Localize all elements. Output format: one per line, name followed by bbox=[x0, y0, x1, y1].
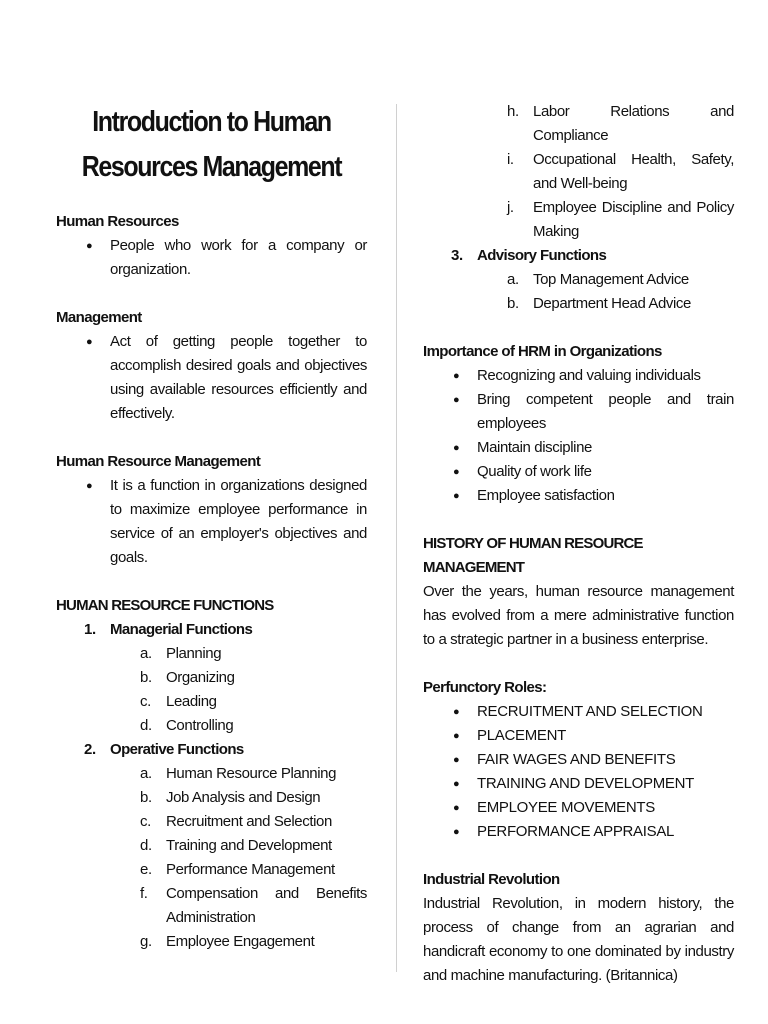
function-number: 1. bbox=[84, 621, 96, 638]
management-definition: ● Act of getting people together to accomplish desired goals and objectives using available resources efficiently and effectively. bbox=[86, 330, 367, 426]
advisory-items bbox=[423, 268, 734, 316]
functions-list-2 bbox=[56, 738, 367, 762]
importance-heading: Importance of HRM in Organizations bbox=[423, 343, 662, 360]
history-heading: HISTORY OF HUMAN RESOURCE MANAGEMENT bbox=[423, 535, 643, 576]
function-label: Managerial Functions bbox=[110, 621, 253, 638]
list-item: ● Employee satisfaction bbox=[453, 484, 734, 508]
list-item-text: Top Management Advice bbox=[533, 271, 689, 288]
document-title bbox=[78, 100, 345, 190]
list-item bbox=[507, 268, 734, 292]
list-item-text: Labor Relations and Compliance bbox=[533, 103, 734, 144]
list-item bbox=[140, 882, 367, 930]
list-item: ● RECRUITMENT AND SELECTION bbox=[453, 700, 734, 724]
industrial-heading: Industrial Revolution bbox=[423, 871, 560, 888]
hr-definition: ● People who work for a company or organization. bbox=[86, 234, 367, 282]
list-item-letter: h. bbox=[507, 103, 519, 120]
list-item: ● FAIR WAGES AND BENEFITS bbox=[453, 748, 734, 772]
hr-definition-list bbox=[56, 234, 367, 282]
list-item-letter: g. bbox=[140, 933, 152, 950]
list-item bbox=[507, 100, 734, 148]
list-item bbox=[140, 666, 367, 690]
list-item bbox=[140, 834, 367, 858]
function-number: 3. bbox=[451, 247, 463, 264]
list-item-letter: b. bbox=[140, 669, 152, 686]
function-number: 2. bbox=[84, 741, 96, 758]
list-item-text: Department Head Advice bbox=[533, 295, 691, 312]
list-item-text: Performance Management bbox=[166, 861, 335, 878]
list-item-letter: d. bbox=[140, 837, 152, 854]
list-item-letter: i. bbox=[507, 151, 514, 168]
list-item: ● EMPLOYEE MOVEMENTS bbox=[453, 796, 734, 820]
list-item bbox=[507, 292, 734, 316]
hr-heading: Human Resources bbox=[56, 213, 179, 230]
list-item: ● PERFORMANCE APPRAISAL bbox=[453, 820, 734, 844]
list-item bbox=[140, 930, 367, 954]
operative-items bbox=[56, 762, 367, 954]
list-item-letter: f. bbox=[140, 885, 148, 902]
management-heading: Management bbox=[56, 309, 142, 326]
list-item-text: Training and Development bbox=[166, 837, 332, 854]
history-text: Over the years, human resource management has evolved from a mere administrative function to a strategic partner in a business enterprise. bbox=[423, 583, 734, 648]
left-column bbox=[56, 100, 367, 954]
list-item-letter: a. bbox=[507, 271, 519, 288]
list-item-text: Employee Discipline and Policy Making bbox=[533, 199, 734, 240]
list-item-letter: d. bbox=[140, 717, 152, 734]
list-item bbox=[507, 148, 734, 196]
list-item-text: Planning bbox=[166, 645, 222, 662]
list-item bbox=[507, 196, 734, 244]
list-item-letter: e. bbox=[140, 861, 152, 878]
list-item bbox=[140, 690, 367, 714]
list-item: ● TRAINING AND DEVELOPMENT bbox=[453, 772, 734, 796]
list-item-letter: c. bbox=[140, 693, 151, 710]
managerial-functions bbox=[84, 618, 367, 642]
list-item bbox=[140, 858, 367, 882]
functions-heading: HUMAN RESOURCE FUNCTIONS bbox=[56, 597, 274, 614]
list-item-text: Occupational Health, Safety, and Well-being bbox=[533, 151, 734, 192]
list-item-letter: b. bbox=[140, 789, 152, 806]
list-item-text: Employee Engagement bbox=[166, 933, 315, 950]
list-item-text: Compensation and Benefits Administration bbox=[166, 885, 367, 926]
list-item-text: Organizing bbox=[166, 669, 235, 686]
column-divider bbox=[396, 104, 397, 972]
list-item-letter: c. bbox=[140, 813, 151, 830]
functions-list bbox=[56, 618, 367, 642]
managerial-items bbox=[56, 642, 367, 738]
hrm-heading: Human Resource Management bbox=[56, 453, 261, 470]
list-item-text: Controlling bbox=[166, 717, 234, 734]
hrm-definition: ● It is a function in organizations designed to maximize employee performance in service of an employer's objectives and goals. bbox=[86, 474, 367, 570]
list-item-letter: j. bbox=[507, 199, 514, 216]
list-item bbox=[140, 786, 367, 810]
list-item: ● Maintain discipline bbox=[453, 436, 734, 460]
advisory-functions bbox=[451, 244, 734, 268]
list-item-letter: a. bbox=[140, 765, 152, 782]
perfunctory-heading: Perfunctory Roles: bbox=[423, 679, 547, 696]
function-label: Operative Functions bbox=[110, 741, 244, 758]
list-item bbox=[140, 714, 367, 738]
importance-list bbox=[423, 364, 734, 508]
list-item bbox=[140, 762, 367, 786]
operative-items-continued bbox=[423, 100, 734, 244]
title-line-1: Introduction to Human bbox=[92, 106, 331, 138]
operative-functions bbox=[84, 738, 367, 762]
list-item: ● PLACEMENT bbox=[453, 724, 734, 748]
perfunctory-list bbox=[423, 700, 734, 844]
list-item-letter: b. bbox=[507, 295, 519, 312]
management-definition-list bbox=[56, 330, 367, 426]
list-item bbox=[140, 642, 367, 666]
list-item-text: Leading bbox=[166, 693, 217, 710]
list-item-text: Recruitment and Selection bbox=[166, 813, 332, 830]
list-item: ● Recognizing and valuing individuals bbox=[453, 364, 734, 388]
list-item bbox=[140, 810, 367, 834]
title-line-2: Resources Management bbox=[81, 151, 342, 183]
functions-list-3 bbox=[423, 244, 734, 268]
list-item: ● Bring competent people and train employees bbox=[453, 388, 734, 436]
function-label: Advisory Functions bbox=[477, 247, 607, 264]
right-column bbox=[423, 100, 734, 988]
list-item-text: Human Resource Planning bbox=[166, 765, 337, 782]
list-item-letter: a. bbox=[140, 645, 152, 662]
list-item-text: Job Analysis and Design bbox=[166, 789, 321, 806]
industrial-text: Industrial Revolution, in modern history, the process of change from an agrarian and handicraft economy to one dominated by industry and machine manufacturing. (Britannica) bbox=[423, 895, 734, 984]
hrm-definition-list bbox=[56, 474, 367, 570]
list-item: ● Quality of work life bbox=[453, 460, 734, 484]
